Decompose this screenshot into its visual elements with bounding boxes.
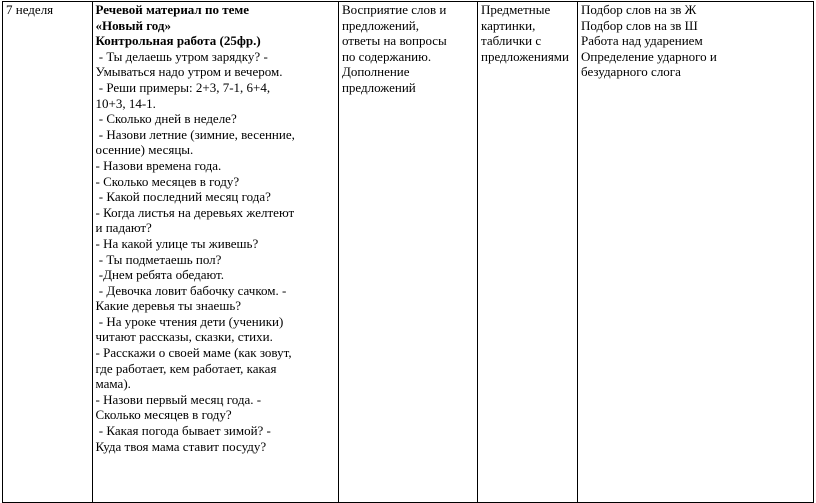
materials-line: картинки,: [480, 17, 536, 33]
perception-line: по содержанию.: [341, 48, 432, 64]
speech-heading-topic: Речевой материал по теме: [95, 2, 249, 17]
speech-line: - Какая погода бывает зимой? -: [95, 423, 271, 439]
speech-line: - Когда листья на деревьях желтеют: [95, 204, 295, 220]
materials-line: Предметные: [480, 2, 551, 17]
lesson-plan-table: [2, 1, 814, 503]
perception-line: предложений: [341, 79, 416, 95]
pronunciation-line: Подбор слов на зв Ш: [581, 17, 698, 33]
pronunciation-cell: [578, 2, 814, 503]
speech-line: - Сколько месяцев в году?: [95, 173, 240, 189]
pronunciation-line: Подбор слов на зв Ж: [581, 2, 697, 17]
table-row: [3, 2, 814, 503]
speech-line: - Расскажи о своей маме (как зовут,: [95, 345, 292, 361]
speech-line: - Ты делаешь утром зарядку? -: [95, 48, 268, 64]
speech-line: - Назови первый месяц года. -: [95, 391, 262, 407]
speech-line: - Сколько дней в неделе?: [95, 111, 237, 127]
speech-line: - Реши примеры: 2+3, 7-1, 6+4,: [95, 79, 271, 95]
speech-line: Куда твоя мама ставит посуду?: [95, 438, 267, 454]
speech-heading-title: «Новый год»: [95, 17, 171, 33]
speech-line: мама).: [95, 376, 131, 392]
speech-line: - На какой улице ты живешь?: [95, 235, 259, 251]
perception-line: ответы на вопросы: [341, 33, 447, 49]
speech-line: - Какой последний месяц года?: [95, 189, 271, 205]
perception-cell: [338, 2, 477, 503]
pronunciation-line: Работа над ударением: [581, 33, 703, 49]
speech-line: - Назови времена года.: [95, 157, 222, 173]
speech-line: - На уроке чтения дети (ученики): [95, 313, 284, 329]
speech-line: где работает, кем работает, какая: [95, 360, 277, 376]
speech-line: Сколько месяцев в году?: [95, 407, 232, 423]
speech-line: - Назови летние (зимние, весенние,: [95, 126, 295, 142]
pronunciation-line: безударного слога: [581, 64, 681, 80]
speech-line: осенние) месяцы.: [95, 142, 194, 158]
speech-line: - Девочка ловит бабочку сачком. -: [95, 282, 287, 298]
week-cell: [3, 2, 93, 503]
speech-line: -Днем ребята обедают.: [95, 267, 224, 283]
speech-line: 10+3, 14-1.: [95, 95, 156, 111]
materials-line: предложениями: [480, 48, 569, 64]
speech-line: и падают?: [95, 220, 152, 236]
speech-material-cell: [92, 2, 338, 503]
speech-heading-test: Контрольная работа (25фр.): [95, 33, 261, 49]
speech-line: Какие деревья ты знаешь?: [95, 298, 242, 314]
materials-line: таблички с: [480, 33, 542, 49]
perception-line: Восприятие слов и: [341, 2, 447, 17]
materials-cell: [477, 2, 577, 503]
speech-line: - Ты подметаешь пол?: [95, 251, 222, 267]
speech-line: читают рассказы, сказки, стихи.: [95, 329, 273, 345]
perception-line: Дополнение: [341, 64, 410, 80]
perception-line: предложений,: [341, 17, 420, 33]
speech-line: Умываться надо утром и вечером.: [95, 64, 283, 80]
pronunciation-line: Определение ударного и: [581, 48, 717, 64]
week-label: 7 неделя: [6, 2, 54, 17]
